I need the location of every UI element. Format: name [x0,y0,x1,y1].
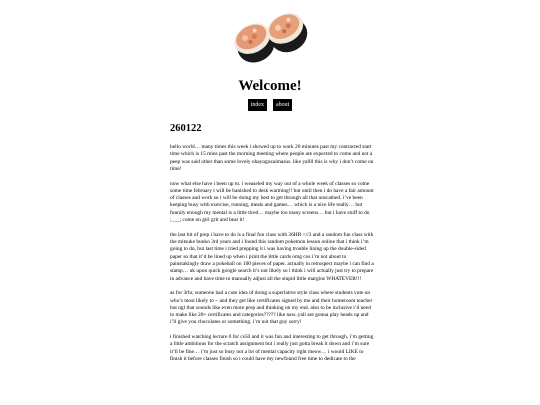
post-paragraph: now what else have i been up to. i weaseled my way out of a whole week of classes so come some time february i will be banished to desk warming!! but until then i do have a fair amount of classes and work so i will be doing my best to get through all that unscathed. i’ve been keeping busy with exercise, running, meals and games… which is a nice life really… but funnily enough my mental is a little tired… maybe too many screens… but i have stuff to do ;___; come on girl grit and bear it! [170,180,374,224]
post-paragraph: as for 3rhr, someone had a cute idea of doing a superlative style class where students vote on who’s most likely to ~ and they get like certificates signed by me and their homeroom teacher but ngl that sounds like even more prep and thinking on my end. also to be inclusive i’d need to make like 20+ certificates and categories????? like naw..yall are gonna play heads up and i’ll give you chocolates or something. i’m not that guy sorry! [170,290,373,326]
post-body [170,144,374,371]
nav-index-link[interactable]: index [248,99,267,111]
post-date: 260122 [170,123,202,134]
nav-bar [0,99,540,111]
post-paragraph: the last bit of prep i have to do is a final fun class with 36HR <//3 and a random fun class with the mitsuke bunko 3rd years and i found this random pokemon lesson online that i think i’m going to do, but last time i tried prepping it i was having trouble lining up the double-sided paper so that it’d be lined up when i print the little cards omg cos i’m not about to painstakingly draw a pokeball on 100 pieces of paper. actually in retrospect maybe i can find a stamp… uk upon quick google search it’s not likely so i think i will actually just try to prepare in advance and have time to manually adjust all the stupid little margins WHATEVER!!! [170,231,374,282]
post-paragraph: i finished watching lecture 0 for cs50 and it was fun and interesting to get through, i’m getting a little ambitious for the scratch assignment but i really just gotta break it down and i’m sure it’ll be fine… i’m just so busy not a lot of mental capacity right meow… i would LIKE to finish it before classes finish so i could have my newfound free time to dedicate to the [170,334,374,362]
page-title: Welcome! [238,78,302,94]
sushi-logo-icon [231,6,313,68]
nav-about-link[interactable]: about [273,99,292,111]
post-paragraph: hello world… many times this week i showed up to work 20 minutes past my contracted start time which is 15 mins past the morning meeting where people are expected to come and not a peep was said other than some lovely ohayogozaimasus. like yallll this is why i don’t come on time! [170,144,374,172]
